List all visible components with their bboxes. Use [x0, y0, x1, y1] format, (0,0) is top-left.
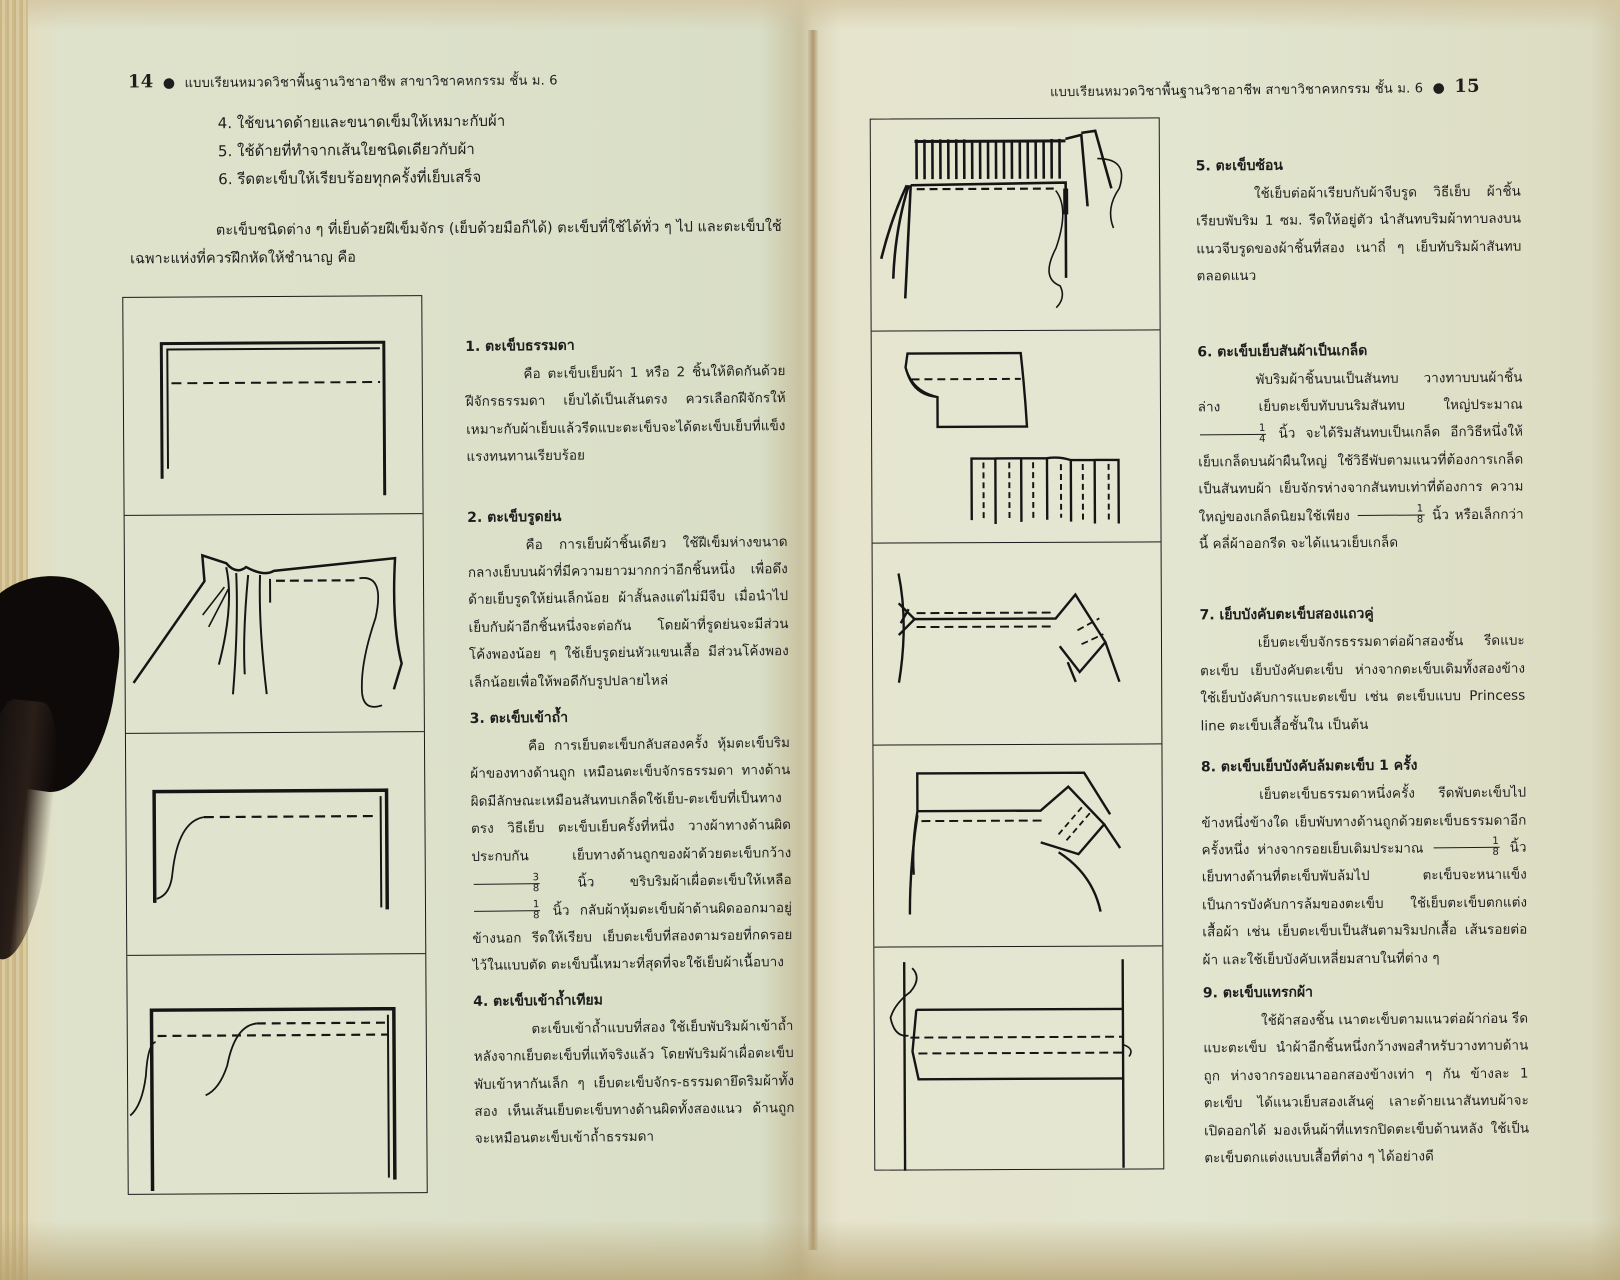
list-item: 4. ใช้ขนาดด้ายและขนาดเข็มให้เหมาะกับผ้า — [217, 111, 506, 133]
section-body — [470, 730, 793, 981]
section-title: 2. ตะเข็บรูดย่น — [467, 508, 562, 526]
section-body: คือ ตะเข็บเย็บผ้า 1 หรือ 2 ชิ้นให้ติดกันด้วยฝีจักรธรรมดา เย็บได้เป็นเส้นตรง ควรเลือกฝีจักรให้เหมาะกับผ้าเย็บแล้วรีดแบะตะเข็บจะได้ตะเข็บเย็บที่แข็งแรงทนทานเรียบร้อย — [465, 364, 786, 466]
section-gathered-seam — [467, 501, 789, 697]
running-head-text: แบบเรียนหมวดวิชาพื้นฐานวิชาอาชีพ สาขาวิชาคหกรรม ชั้น ม. 6 — [1050, 81, 1424, 101]
guideline-list — [218, 107, 506, 194]
section-plain-seam — [465, 330, 787, 472]
fraction — [1433, 837, 1500, 859]
section-tuck-seam — [1197, 336, 1524, 559]
plain-seam-illustration — [123, 296, 422, 516]
figure-panel-left — [122, 295, 427, 1195]
fraction — [474, 873, 541, 895]
text-fragment: นิ้ว หรือเล็กกว่านี้ คลี่ผ้าออกรีด จะได้แนวเย็บเกล็ด — [1198, 507, 1524, 553]
bullet-separator: ● — [1432, 80, 1446, 97]
fraction-denominator: 8 — [1492, 847, 1499, 859]
text-fragment: นิ้ว กลับผ้าหุ้มตะเข็บผ้าด้านผิดออกมาอยู่ข้างนอก รีดให้เรียบ เย็บตะเข็บที่สองตามรอยที่กดรอยไว้ในแบบตัด ตะเข็บนี้เหมาะที่สุดที่จะใช้เย็บผ้าเนื้อบาง — [472, 900, 793, 975]
fraction — [1358, 505, 1425, 527]
double-topstitch-seam-illustration — [873, 542, 1162, 745]
text-fragment: คือ การเย็บตะเข็บกลับสองครั้ง หุ้มตะเข็บริมผ้าของทางด้านถูก เหมือนตะเข็บจักรธรรมดา ทางด้านผิดมีลักษณะเหมือนสันทบเกล็ดใช้เย็บ-ตะเข็บที่เป็นทางตรง วิธีเย็บ ตะเข็บเย็บครั้งที่หนึ่ง วางผ้าทางด้านผิดประกบกัน เย็บทางด้านถูกของผ้าด้วยตะเข็บกว้าง — [470, 736, 792, 865]
fraction-denominator: 4 — [1259, 433, 1266, 445]
inserted-strip-seam-illustration — [874, 946, 1163, 1171]
section-title: 4. ตะเข็บเข้าถ้ำเทียม — [473, 992, 604, 1010]
section-body — [1197, 364, 1524, 559]
ruffle-overlap-seam-illustration — [871, 118, 1160, 331]
fraction-numerator: 1 — [474, 900, 541, 912]
fraction-numerator: 1 — [1433, 837, 1500, 849]
fraction-denominator: 8 — [533, 910, 540, 922]
section-title: 9. ตะเข็บแทรกผ้า — [1202, 984, 1314, 1002]
section-body: ใช้เย็บต่อผ้าเรียบกับผ้าจีบรูด วิธีเย็บ ผ้าชิ้นเรียบพับริม 1 ซม. รีดให้อยู่ตัว นำสันทบริมผ้าทาบลงบนแนวจีบรูดของผ้าชิ้นที่สอง เนาถี่ ๆ เย็บทับริมผ้าสันทบตลอดแนว — [1196, 184, 1522, 285]
text-fragment: นิ้ว จะได้ริมสันทบเป็นเกล็ด อีกวิธีหนึ่งให้เย็บเกล็ดบนผ้าผืนใหญ่ ใช้วิธีพับตามแนวที่ต้องการเกล็ดเป็นสันทบผ้า เย็บจักรห่างจากสันทบเท่าที่ต้องการ ความใหญ่ของเกล็ดนิยมใช้เพียง — [1198, 425, 1524, 526]
section-body: ใช้ผ้าสองชิ้น เนาตะเข็บตามแนวต่อผ้าก่อน รีดแบะตะเข็บ นำผ้าอีกชิ้นหนึ่งกว้างพอสำหรับวางทาบด้านถูก ห่างจากรอยเนาออกสองข้างเท่า ๆ กัน ข้างละ 1 ตะเข็บ ได้แนวเย็บสองเส้นคู่ เลาะด้ายเนาสันทบผ้าจะเปิดออกได้ มองเห็นผ้าที่แทรกปิดตะเข็บด้านหลัง ใช้เป็นตะเข็บตกแต่งแบบเสื้อที่ต่าง ๆ ได้อย่างดี — [1203, 1011, 1530, 1167]
text-fragment: นิ้ว ขริบริมผ้าเผื่อตะเข็บให้เหลือ — [577, 873, 792, 891]
intro-paragraph: ตะเข็บชนิดต่าง ๆ ที่เย็บด้วยฝีเข็มจักร (เย็บด้วยมือก็ได้) ตะเข็บที่ใช้ได้ทั่ว ๆ ไป และตะเข็บใช้เฉพาะแห่งที่ควรฝึกหัดให้ชำนาญ คือ — [130, 218, 782, 268]
fraction-numerator: 1 — [1358, 505, 1425, 517]
fraction — [474, 900, 541, 922]
list-item: 6. รีดตะเข็บให้เรียบร้อยทุกครั้งที่เย็บเสร็จ — [218, 167, 482, 189]
figure-panel-right — [870, 117, 1165, 1170]
gathered-seam-illustration — [125, 514, 424, 734]
text-fragment: พับริมผ้าชิ้นบนเป็นสันทบ วางทาบบนผ้าชิ้นล่าง เย็บตะเข็บทับบนริมสันทบ ใหญ่ประมาณ — [1197, 370, 1523, 416]
fraction-numerator: 1 — [1200, 424, 1267, 436]
section-body: คือ การเย็บผ้าชิ้นเดียว ใช้ฝีเข็มห่างขนาดกลางเย็บบนผ้าที่มีความยาวมากกว่าอีกชิ้นหนึ่ง เพื่อดึงด้ายเย็บรูดให้ย่นเล็กน้อย ผ้าสั้นลงแต่ไม่มีจีบ เมื่อนำไปเย็บกับผ้าอีกชิ้นหนึ่งจะต่อกัน โดยผ้าที่รูดย่นจะมีส่วนโค้งพองน้อย ๆ ใช้เย็บรูดย่นหัวแขนเสื้อ มีส่วนโค้งพองเล็กน้อยเพื่อให้พอดีกับรูปปลายไหล่ — [467, 534, 790, 691]
section-body — [1201, 780, 1528, 975]
section-title: 6. ตะเข็บเย็บสันผ้าเป็นเกล็ด — [1197, 342, 1368, 361]
fraction-numerator: 3 — [474, 873, 541, 885]
flat-fell-seam-illustration — [873, 744, 1162, 947]
section-title: 1. ตะเข็บธรรมดา — [465, 337, 575, 355]
list-item: 5. ใช้ด้ายที่ทำจากเส้นใยชนิดเดียวกับผ้า — [217, 140, 475, 161]
section-flat-fell-seam — [1201, 752, 1528, 975]
text-fragment: เย็บตะเข็บธรรมดาหนึ่งครั้ง รีดพับตะเข็บไปข้างหนึ่งข้างใด เย็บพับทางด้านถูกด้วยตะเข็บธรรมดาอีกครั้งหนึ่ง ห่างจากรอยเย็บเดิมประมาณ — [1201, 785, 1527, 859]
section-overlap-seam — [1196, 151, 1522, 291]
section-body: ตะเข็บเข้าถ้ำแบบที่สอง ใช้เย็บพับริมผ้าเข้าถ้ำหลังจากเย็บตะเข็บที่แท้จริงแล้ว โดยพับริมผ้าเผื่อตะเข็บพับเข้าหากันเล็ก ๆ เย็บตะเข็บจักร-ธรรมดายึดริมผ้าทั้งสอง เห็นเส้นเย็บตะเข็บทางด้านผิดทั้งสองแนว ด้านถูกจะเหมือนตะเข็บเข้าถ้ำธรรมดา — [473, 1018, 795, 1148]
section-inserted-strip-seam — [1203, 978, 1530, 1173]
section-title: 7. เย็บบังคับตะเข็บสองแถวคู่ — [1199, 606, 1374, 624]
seam-types-column-left — [465, 330, 795, 1154]
section-french-seam — [470, 702, 793, 981]
running-head-text: แบบเรียนหมวดวิชาพื้นฐานวิชาอาชีพ สาขาวิชาคหกรรม ชั้น ม. 6 — [184, 73, 558, 92]
mock-french-seam-illustration — [127, 954, 426, 1192]
running-head-right — [1050, 76, 1480, 102]
fraction-denominator: 8 — [1416, 514, 1424, 526]
seam-types-column-right — [1196, 151, 1530, 1173]
section-body: เย็บตะเข็บจักรธรรมดาต่อผ้าสองชั้น รีดแบะตะเข็บ เย็บบังคับตะเข็บ ห่างจากตะเข็บเดิมทั้งสองข้าง ใช้เย็บบังคับการแบะตะเข็บ เช่น ตะเข็บแบบ Princess line ตะเข็บเสื้อชั้นใน เป็นต้น — [1200, 634, 1526, 735]
text-fragment: นิ้ว เย็บทางด้านที่ตะเข็บพับล้มไป ตะเข็บจะหนาแข็ง เป็นการบังคับการล้มของตะเข็บ ใช้เย็บตะเข็บตกแต่งเสื้อผ้า เช่น เย็บตะเข็บเป็นสันตามริมปกเสื้อ เส้นรอยต่อผ้า และใช้เย็บบังคับเหลี่ยมสาบในที่ต่าง ๆ — [1201, 840, 1528, 968]
section-title: 3. ตะเข็บเข้าถ้ำ — [469, 709, 569, 728]
page-number: 14 — [127, 71, 154, 93]
section-title: 5. ตะเข็บซ้อน — [1195, 157, 1284, 175]
fraction-denominator: 8 — [532, 882, 540, 894]
french-seam-illustration — [126, 732, 425, 956]
page-number: 15 — [1454, 75, 1481, 98]
section-title: 8. ตะเข็บเย็บบังคับล้มตะเข็บ 1 ครั้ง — [1200, 757, 1418, 776]
tuck-seam-illustration — [872, 330, 1161, 543]
fraction — [1200, 424, 1267, 446]
bullet-separator: ● — [162, 75, 176, 92]
section-double-topstitch — [1199, 600, 1525, 740]
running-head-left — [128, 69, 558, 94]
section-mock-french-seam — [473, 985, 795, 1154]
